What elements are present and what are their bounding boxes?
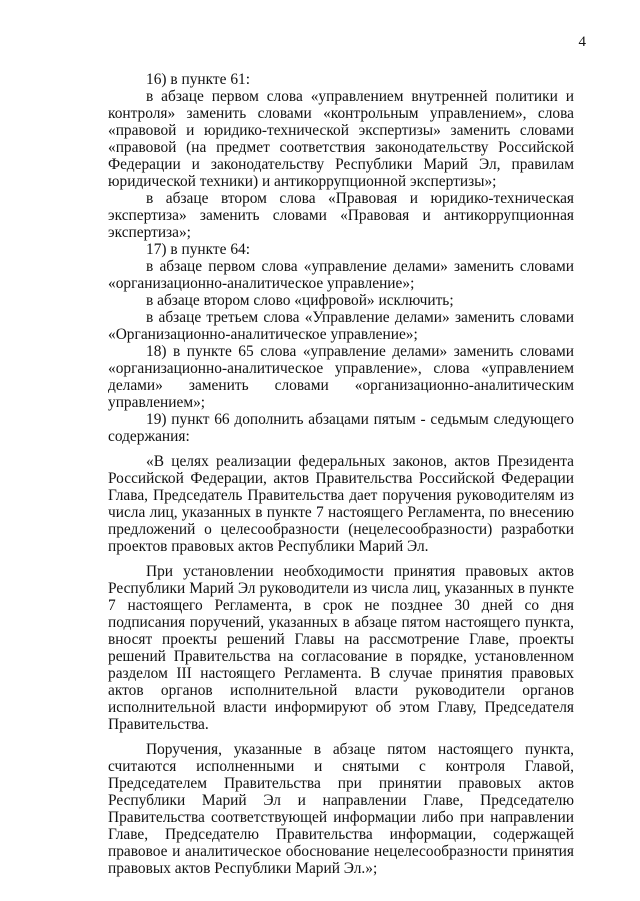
paragraph-64-third-abzac: в абзаце третьем слова «Управление делами» заменить словами «Организационно-аналитическое управление»; — [108, 309, 574, 343]
paragraph-64-second-abzac: в абзаце втором слово «цифровой» исключить; — [146, 292, 454, 309]
paragraph-item-16: 16) в пункте 61: — [146, 71, 250, 88]
page-number: 4 — [578, 34, 586, 50]
paragraph-61-second-abzac: в абзаце втором слова «Правовая и юридико-техническая экспертиза» заменить словами «Правовая и антикоррупционная экспертиза»; — [108, 190, 574, 241]
paragraph-item-18: 18) в пункте 65 слова «управление делами» заменить словами «организационно-аналитическое управление», слова «управлением делами» заменить словами «организационно-аналитическим управлением»; — [108, 343, 574, 411]
paragraph-quote-seventh: Поручения, указанные в абзаце пятом настоящего пункта, считаются исполненными и снятыми с контроля Главой, Председателем Правительства при принятии правовых актов Республики Марий Эл и направлении Главе, Председателю Правительства соответствующей информации либо при направлении Главе, Председателю Правительства информации, содержащей правовое и аналитическое обоснование нецелесообразности принятия правовых актов Республики Марий Эл.»; — [108, 741, 574, 877]
paragraph-item-19: 19) пункт 66 дополнить абзацами пятым - седьмым следующего содержания: — [108, 411, 574, 445]
document-body — [108, 71, 574, 877]
paragraph-item-17: 17) в пункте 64: — [146, 241, 250, 258]
paragraph-quote-sixth: При установлении необходимости принятия правовых актов Республики Марий Эл руководители из числа лиц, указанных в пункте 7 настоящего Регламента, в срок не позднее 30 дней со дня подписания поручений, указанных в абзаце пятом настоящего пункта, вносят проекты решений Главы на рассмотрение Главе, проекты решений Правительства на согласование в порядке, установленном разделом III настоящего Регламента. В случае принятия правовых актов органов исполнительной власти руководители органов исполнительной власти информируют об этом Главу, Председателя Правительства. — [108, 563, 574, 733]
paragraph-64-first-abzac: в абзаце первом слова «управление делами» заменить словами «организационно-аналитическое управление»; — [108, 258, 574, 292]
paragraph-quote-fifth: «В целях реализации федеральных законов, актов Президента Российской Федерации, актов Правительства Российской Федерации Глава, Председатель Правительства дает поручения руководителям из числа лиц, указанных в пункте 7 настоящего Регламента, по внесению предложений о целесообразности (нецелесообразности) разработки проектов правовых актов Республики Марий Эл. — [108, 453, 574, 555]
paragraph-61-first-abzac: в абзаце первом слова «управлением внутренней политики и контроля» заменить словами «контрольным управлением», слова «правовой и юридико-технической экспертизы» заменить словами «правовой (на предмет соответствия законодательству Российской Федерации и законодательству Республики Марий Эл, правилам юридической техники) и антикоррупционной экспертизы»; — [108, 88, 574, 190]
